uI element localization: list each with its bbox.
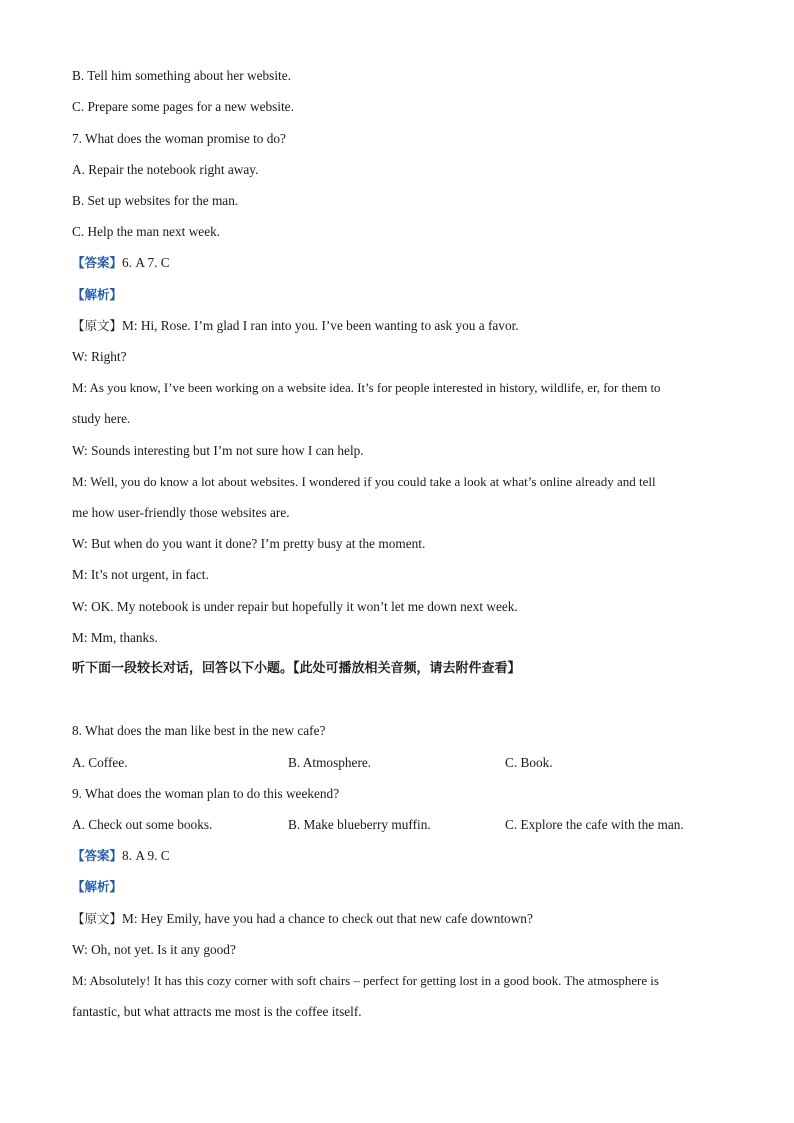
transcript1-line-10: M: Mm, thanks. (72, 630, 158, 645)
transcript1-line-3: study here. (72, 411, 131, 426)
q6-option-b: B. Tell him something about her website. (72, 68, 291, 83)
answer-text: 8. A 9. C (122, 848, 170, 863)
answer-line-2 (72, 847, 170, 865)
transcript2-line-1: W: Oh, not yet. Is it any good? (72, 942, 236, 957)
transcript-label: 【原文】 (72, 911, 123, 926)
analysis-label-1 (72, 286, 122, 304)
transcript2-line-0 (72, 910, 533, 928)
q7-option-a: A. Repair the notebook right away. (72, 162, 259, 177)
transcript2-line-3: fantastic, but what attracts me most is the coffee itself. (72, 1004, 362, 1019)
transcript1-line-2: M: As you know, I’ve been working on a website idea. It’s for people interested in history, wildlife, er, for them to (72, 381, 661, 395)
analysis-label: 【解析】 (72, 879, 123, 894)
analysis-label-2 (72, 878, 122, 896)
q7-option-c: C. Help the man next week. (72, 224, 221, 239)
q6-option-c: C. Prepare some pages for a new website. (72, 99, 294, 114)
transcript2-line-2: M: Absolutely! It has this cozy corner with soft chairs – perfect for getting lost in a good book. The atmosphere is (72, 974, 659, 988)
q8-option-a: A. Coffee. (72, 755, 128, 770)
q7-option-b: B. Set up websites for the man. (72, 193, 239, 208)
transcript1-line-9: W: OK. My notebook is under repair but hopefully it won’t let me down next week. (72, 599, 518, 614)
q8-option-b: B. Atmosphere. (288, 755, 372, 770)
transcript1-line-4: W: Sounds interesting but I’m not sure how I can help. (72, 443, 364, 458)
listening-instruction: 听下面一段较长对话，回答以下小题。【此处可播放相关音频，请去附件查看】 (72, 661, 521, 676)
transcript-text: M: Hi, Rose. I’m glad I ran into you. I’ve been wanting to ask you a favor. (122, 318, 519, 333)
answer-text: 6. A 7. C (122, 255, 170, 270)
q9-option-c: C. Explore the cafe with the man. (505, 817, 684, 832)
answer-line-1 (72, 254, 170, 272)
transcript1-line-7: W: But when do you want it done? I’m pretty busy at the moment. (72, 536, 426, 551)
transcript1-line-6: me how user-friendly those websites are. (72, 505, 290, 520)
transcript-text: M: Hey Emily, have you had a chance to check out that new cafe downtown? (122, 911, 533, 926)
q8-option-c: C. Book. (505, 755, 553, 770)
transcript1-line-5: M: Well, you do know a lot about websites. I wondered if you could take a look at what’s online already and tell (72, 474, 656, 489)
q8-question: 8. What does the man like best in the new cafe? (72, 723, 326, 738)
q9-option-a: A. Check out some books. (72, 817, 213, 832)
transcript1-line-8: M: It’s not urgent, in fact. (72, 567, 209, 582)
analysis-label: 【解析】 (72, 287, 123, 302)
q7-question: 7. What does the woman promise to do? (72, 131, 286, 146)
transcript-label: 【原文】 (72, 318, 123, 333)
q9-option-b: B. Make blueberry muffin. (288, 817, 431, 832)
q9-question: 9. What does the woman plan to do this weekend? (72, 786, 340, 801)
answer-label: 【答案】 (72, 255, 123, 270)
transcript1-line-0 (72, 317, 519, 335)
answer-label: 【答案】 (72, 848, 123, 863)
transcript1-line-1: W: Right? (72, 349, 127, 364)
